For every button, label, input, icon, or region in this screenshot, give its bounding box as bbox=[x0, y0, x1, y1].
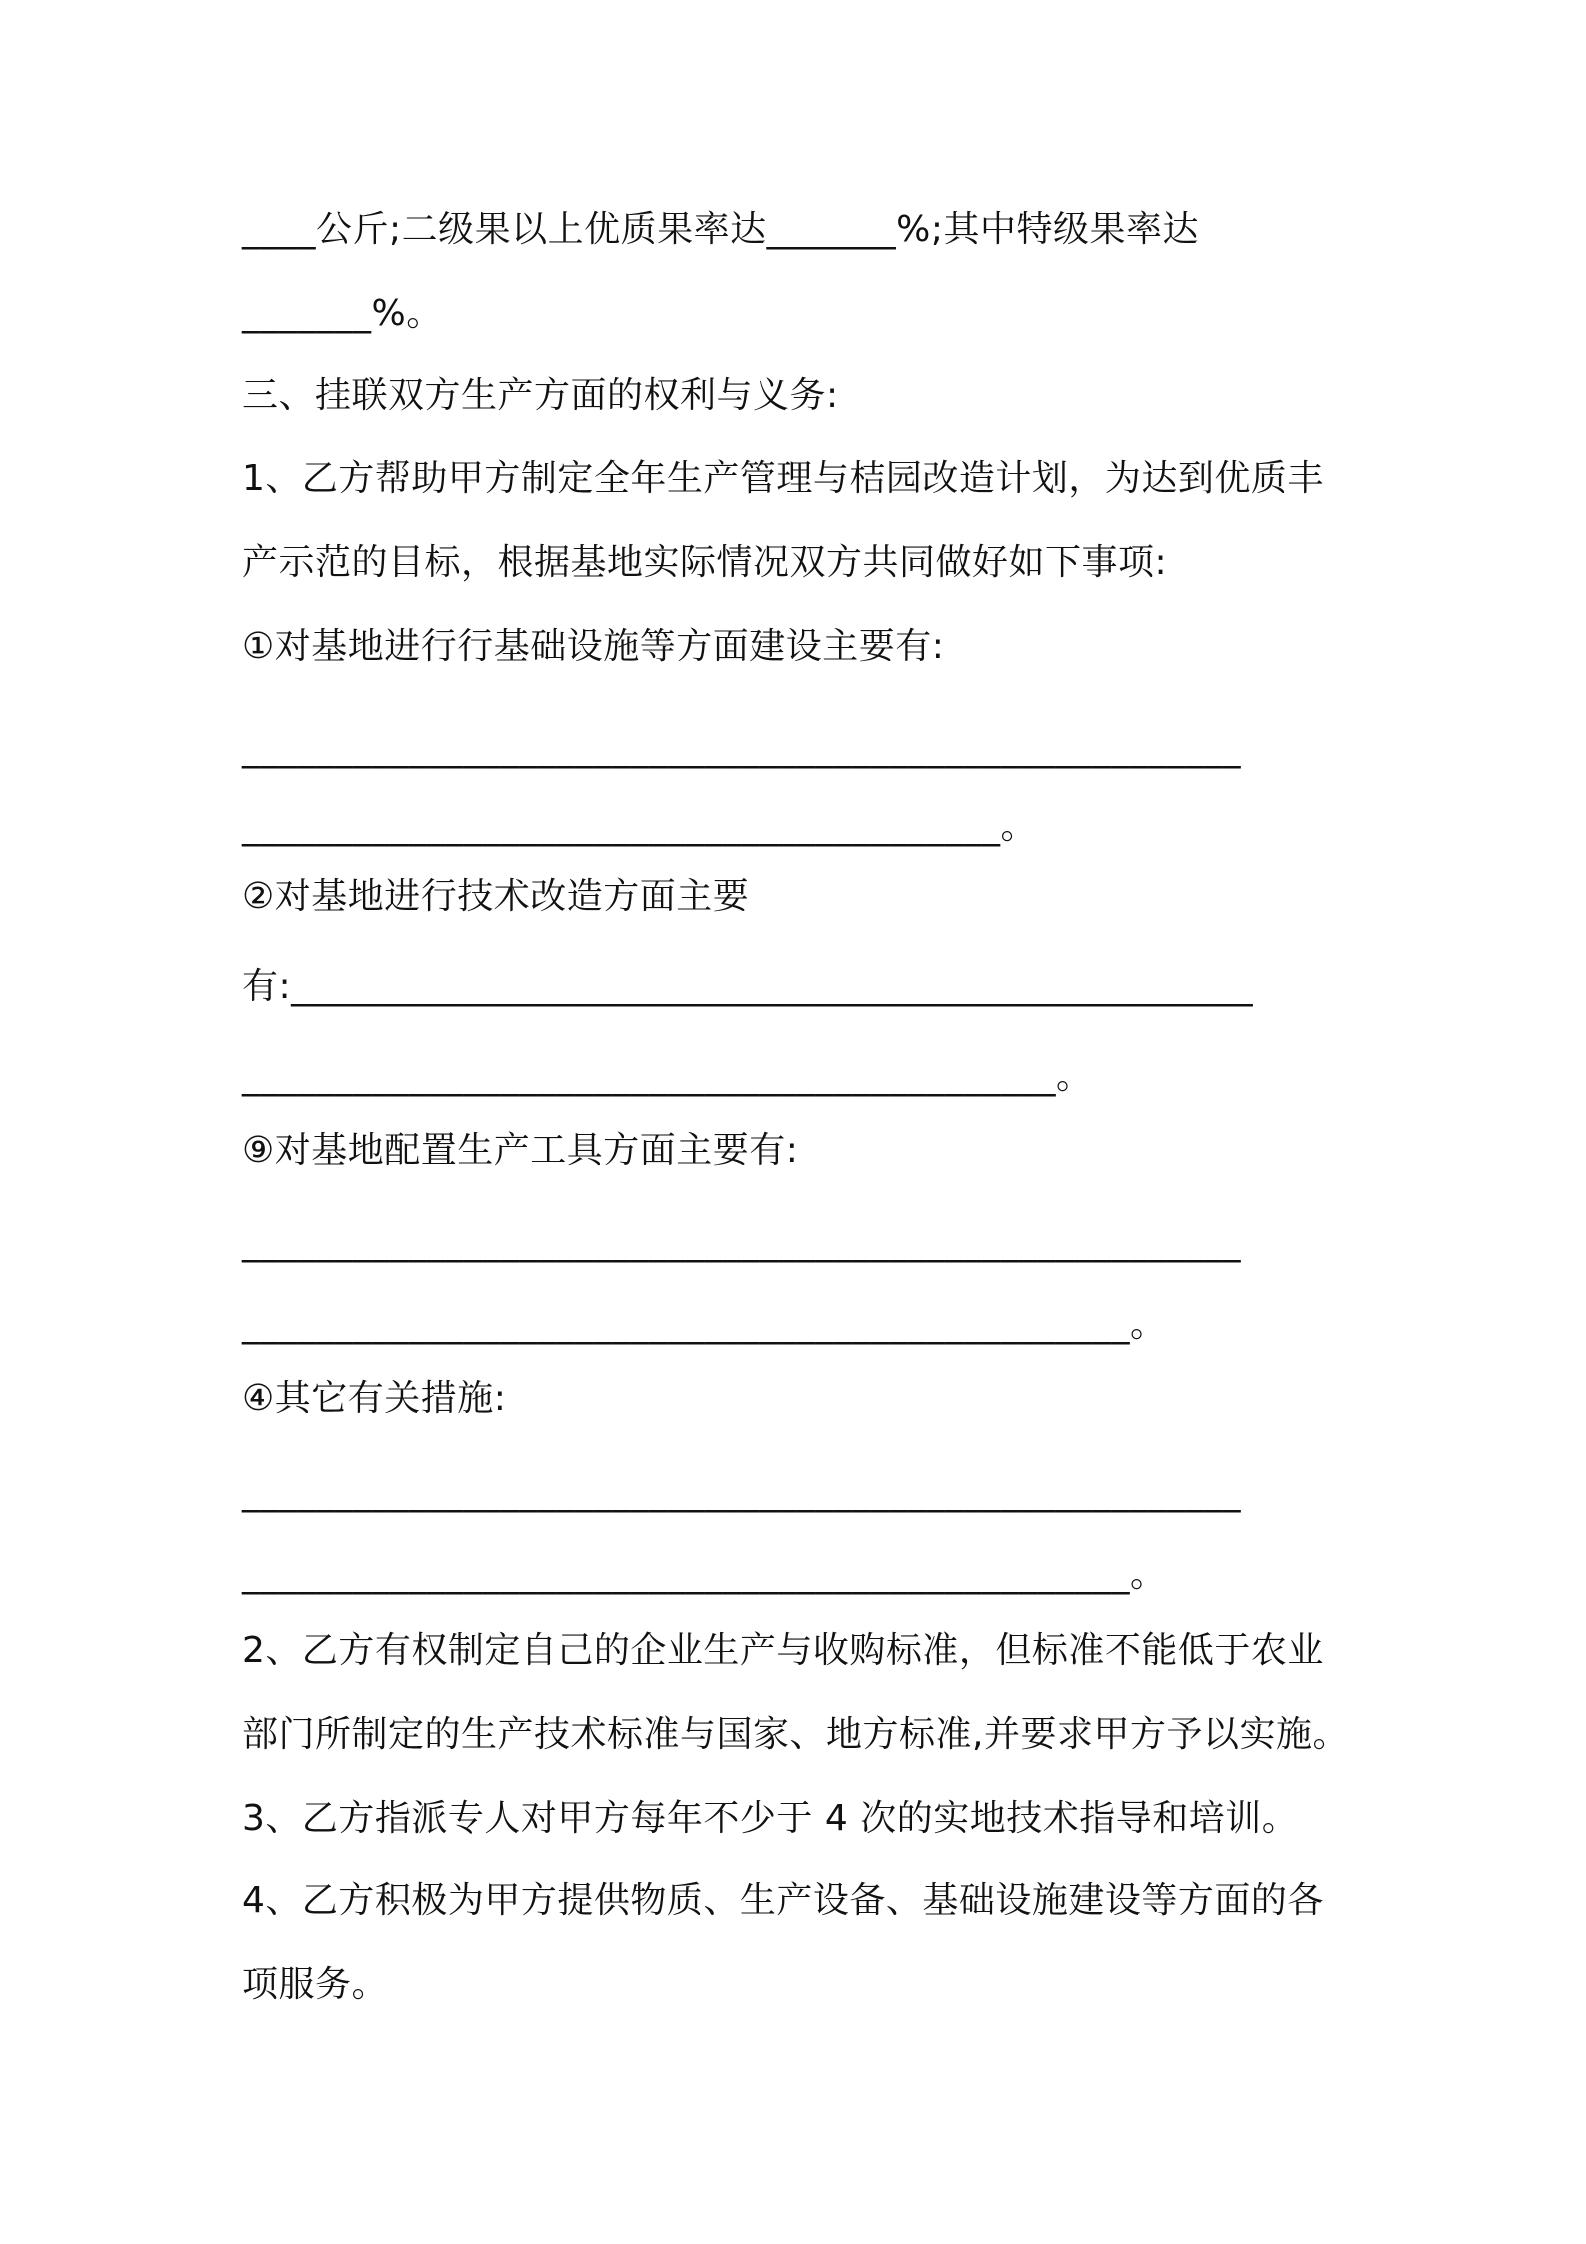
text-line-yield-rates: ____公斤;二级果以上优质果率达_______%;其中特级果率达 bbox=[242, 209, 1199, 250]
item-2-blank-line: 有:____________________________________________________ bbox=[242, 966, 1254, 1007]
blank-line: ______________________________________________________ bbox=[242, 1222, 1241, 1263]
clause-1-line-1: 1、乙方帮助甲方制定全年生产管理与桔园改造计划，为达到优质丰 bbox=[242, 458, 1324, 499]
clause-1-line-2: 产示范的目标，根据基地实际情况双方共同做好如下事项: bbox=[242, 542, 1168, 583]
item-2-technical-renovation: ②对基地进行技术改造方面主要 bbox=[242, 876, 750, 917]
clause-2-line-1: 2、乙方有权制定自己的企业生产与收购标准，但标准不能低于农业 bbox=[242, 1630, 1324, 1671]
item-4-other-measures: ④其它有关措施: bbox=[242, 1378, 507, 1419]
blank-line: ____________________________________________。 bbox=[242, 1056, 1093, 1097]
blank-line: ______________________________________________________ bbox=[242, 728, 1241, 769]
item-1-infrastructure: ①对基地进行行基础设施等方面建设主要有: bbox=[242, 626, 945, 667]
clause-4-line-2: 项服务。 bbox=[242, 1964, 389, 2005]
blank-line: ______________________________________________________ bbox=[242, 1472, 1241, 1513]
clause-2-line-2: 部门所制定的生产技术标准与国家、地方标准,并要求甲方予以实施。 bbox=[242, 1714, 1349, 1755]
text-line-special-grade-rate: _______%。 bbox=[242, 293, 443, 334]
item-3-production-tools: ⑨对基地配置生产工具方面主要有: bbox=[242, 1130, 799, 1171]
clause-4-line-1: 4、乙方积极为甲方提供物质、生产设备、基础设施建设等方面的各 bbox=[242, 1880, 1324, 1921]
blank-line: ________________________________________________。 bbox=[242, 1304, 1167, 1345]
section-heading-rights-obligations: 三、挂联双方生产方面的权利与义务: bbox=[242, 375, 839, 416]
clause-3: 3、乙方指派专人对甲方每年不少于 4 次的实地技术指导和培训。 bbox=[242, 1798, 1299, 1839]
blank-line: ________________________________________________。 bbox=[242, 1554, 1167, 1595]
blank-line: _________________________________________。 bbox=[242, 806, 1037, 847]
